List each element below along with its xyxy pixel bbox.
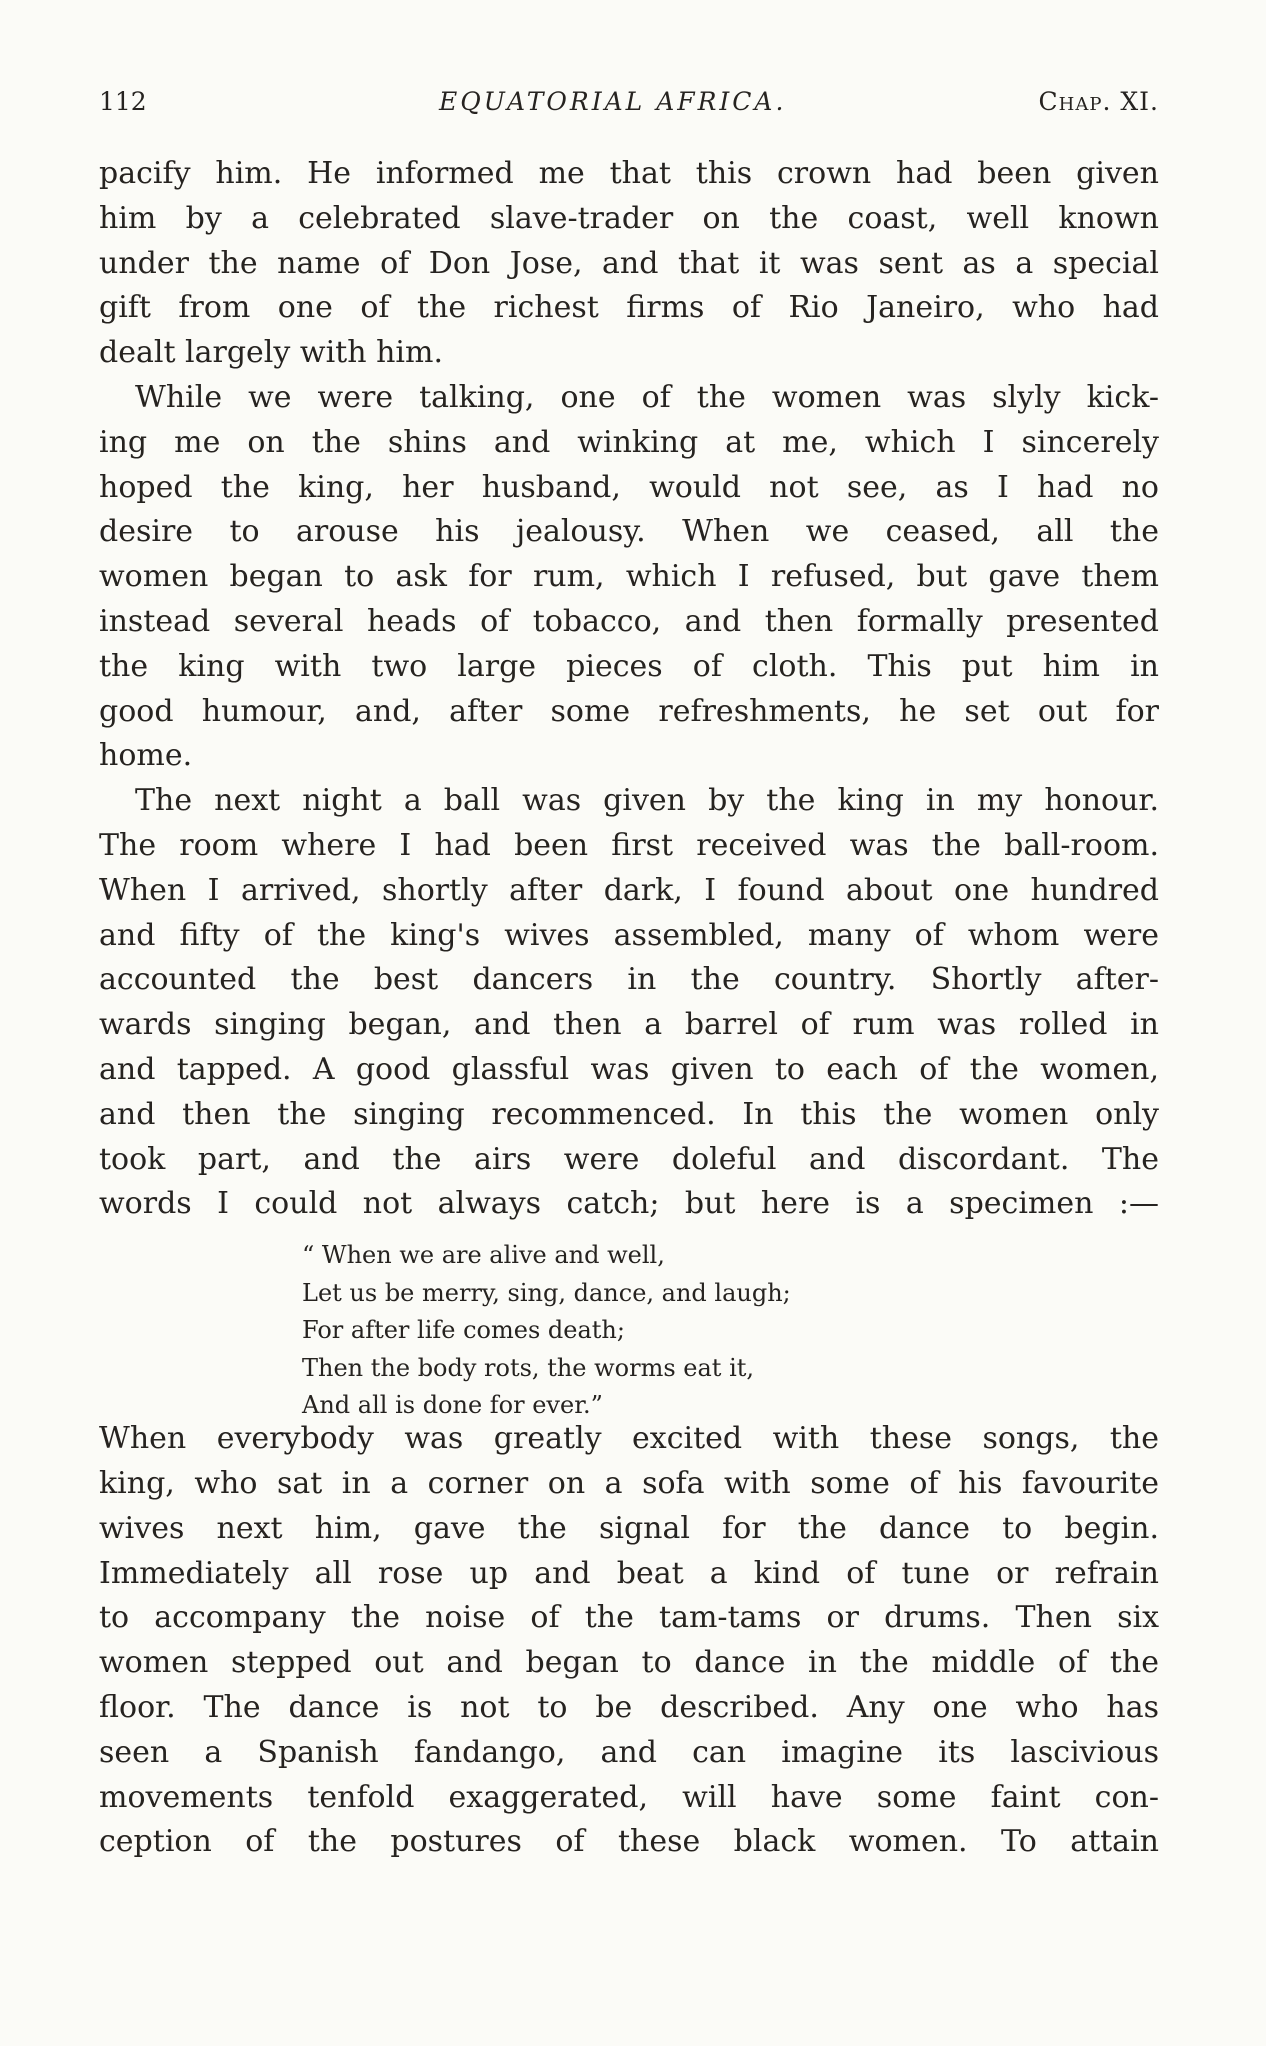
text-line: floor. The dance is not to be described. Any one who has [99,1689,1159,1725]
text-line: ing me on the shins and winking at me, which I sincerely [99,424,1159,460]
text-line: and fifty of the king's wives assembled, many of whom were [99,917,1159,953]
text-line: and tapped. A good glassful was given to each of the women, [99,1051,1159,1087]
paragraph [99,1417,1159,1865]
paragraph [99,376,1159,779]
text-line: The room where I had been first received was the ball-room. [99,827,1159,863]
text-line: While we were talking, one of the women was slyly kick- [135,379,1159,415]
text-line: wives next him, gave the signal for the dance to begin. [99,1510,1159,1546]
verse-line: And all is done for ever.” [302,1391,603,1420]
verse-line: Let us be merry, sing, dance, and laugh; [302,1278,791,1307]
text-line: Immediately all rose up and beat a kind of tune or refrain [99,1555,1159,1591]
text-line: home. [99,738,193,774]
text-line: under the name of Don Jose, and that it was sent as a special [99,245,1159,281]
text-line: took part, and the airs were doleful and discordant. The [99,1141,1159,1177]
text-line: the king with two large pieces of cloth. This put him in [99,648,1159,684]
text-line: seen a Spanish fandango, and can imagine its lascivious [99,1734,1159,1770]
text-line: hoped the king, her husband, would not see, as I had no [99,469,1159,505]
verse-line: “ When we are alive and well, [302,1241,665,1270]
paragraph [99,779,1159,1227]
paragraph [99,152,1159,376]
chapter-reference: Chap. XI. [1038,87,1159,116]
text-line: desire to arouse his jealousy. When we ceased, all the [99,514,1159,550]
text-line: gift from one of the richest firms of Rio Janeiro, who had [99,290,1159,326]
verse-quotation [99,1227,1159,1420]
text-line: When everybody was greatly excited with these songs, the [99,1421,1159,1457]
text-line: pacify him. He informed me that this crown had been given [99,156,1159,191]
book-title: EQUATORIAL AFRICA. [439,87,787,116]
text-line: When I arrived, shortly after dark, I found about one hundred [99,872,1159,908]
text-line: and then the singing recommenced. In this the women only [99,1096,1159,1132]
running-head [99,82,1159,122]
text-line: words I could not always catch; but here is a specimen :— [99,1186,1159,1222]
text-line: him by a celebrated slave-trader on the coast, well known [99,200,1159,236]
text-line: accounted the best dancers in the country. Shortly after- [99,962,1159,998]
text-line: dealt largely with him. [99,335,443,371]
text-line: wards singing began, and then a barrel of rum was rolled in [99,1007,1159,1043]
text-line: king, who sat in a corner on a sofa with some of his favourite [99,1465,1159,1501]
text-line: good humour, and, after some refreshments, he set out for [99,693,1159,729]
body-text [99,152,1159,1865]
verse-line: Then the body rots, the worms eat it, [302,1353,755,1382]
text-line: instead several heads of tobacco, and then formally presented [99,603,1159,639]
text-line: movements tenfold exaggerated, will have some faint con- [99,1779,1159,1815]
text-line: women began to ask for rum, which I refused, but gave them [99,559,1159,595]
text-line: to accompany the noise of the tam-tams or drums. Then six [99,1600,1159,1636]
text-line: The next night a ball was given by the king in my honour. [135,783,1159,819]
text-line: women stepped out and began to dance in the middle of the [99,1645,1159,1681]
text-line: ception of the postures of these black women. To attain [99,1824,1159,1860]
verse-line: For after life comes death; [302,1316,625,1345]
page-number: 112 [99,87,147,116]
